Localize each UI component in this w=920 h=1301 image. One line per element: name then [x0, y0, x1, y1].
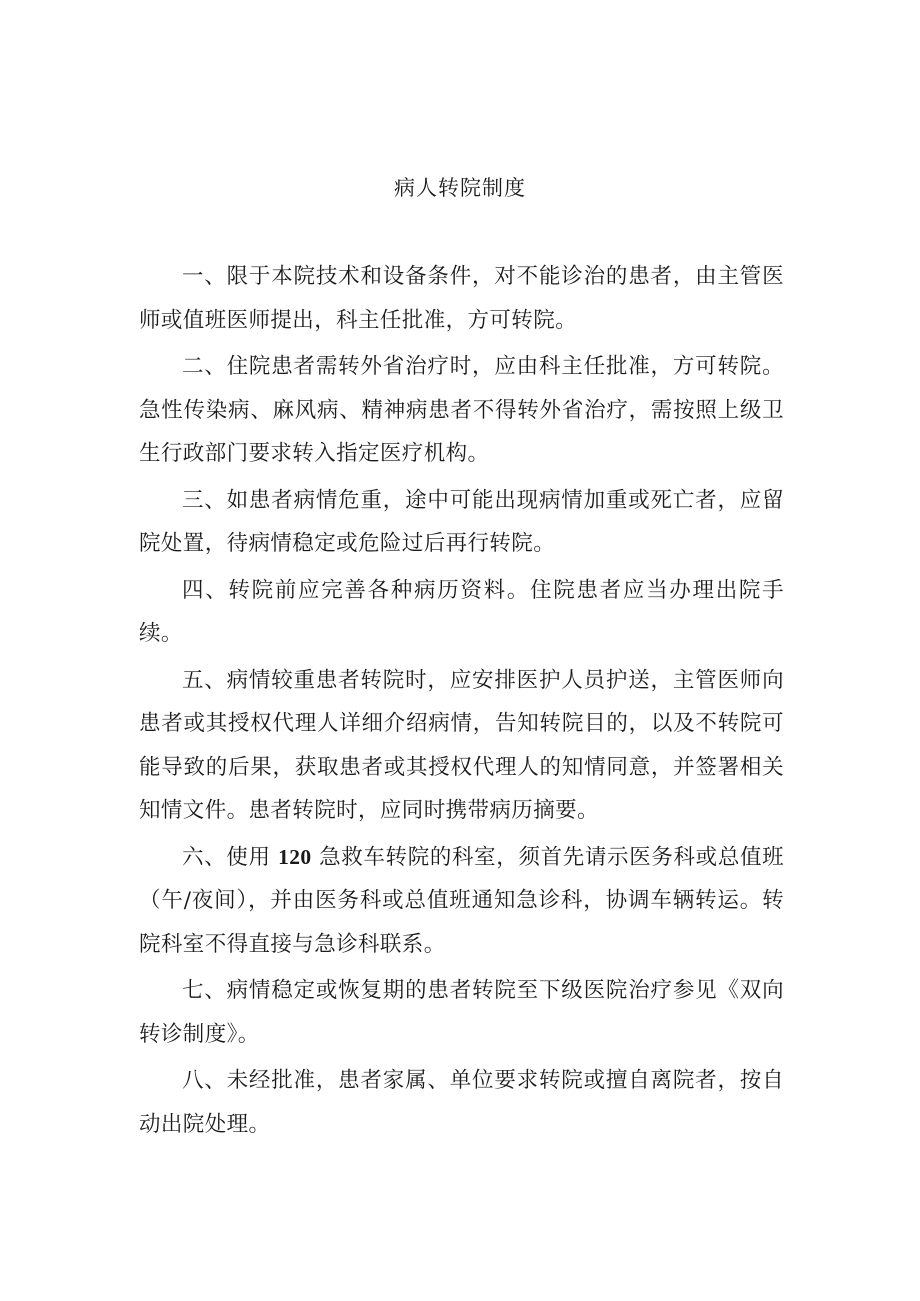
emergency-number: 120: [278, 844, 312, 869]
document-title: 病人转院制度: [394, 176, 526, 200]
clause-3: 三、如患者病情危重，途中可能出现病情加重或死亡者，应留院处置，待病情稳定或危险过后再行转院。: [139, 487, 784, 556]
clause-6-prefix: 六、使用: [182, 844, 271, 870]
clause-1: 一、限于本院技术和设备条件，对不能诊治的患者，由主管医师或值班医师提出，科主任批准，方可转院。: [139, 264, 784, 333]
clause-7: 七、病情稳定或恢复期的患者转院至下级医院治疗参见《双向转诊制度》。: [139, 978, 784, 1047]
clause-5: 五、病情较重患者转院时，应安排医护人员护送，主管医师向患者或其授权代理人详细介绍病情，告知转院目的，以及不转院可能导致的后果，获取患者或其授权代理人的知情同意，并签署相关知情文件。患者转院时，应同时携带病历摘要。: [139, 667, 784, 823]
clause-6-suffix: 急救车转院的科室，须首先请示医务科或总值班（午/夜间），并由医务科或总值班通知急诊科，协调车辆转运。转院科室不得直接与急诊科联系。: [139, 844, 785, 957]
clause-6: [139, 836, 784, 967]
document-body: [139, 255, 784, 1149]
clause-2: 二、住院患者需转外省治疗时，应由科主任批准，方可转院。急性传染病、麻风病、精神病患者不得转外省治疗，需按照上级卫生行政部门要求转入指定医疗机构。: [139, 354, 784, 466]
clause-4: 四、转院前应完善各种病历资料。住院患者应当办理出院手续。: [139, 577, 784, 646]
clause-8: 八、未经批准，患者家属、单位要求转院或擅自离院者，按自动出院处理。: [139, 1068, 784, 1137]
